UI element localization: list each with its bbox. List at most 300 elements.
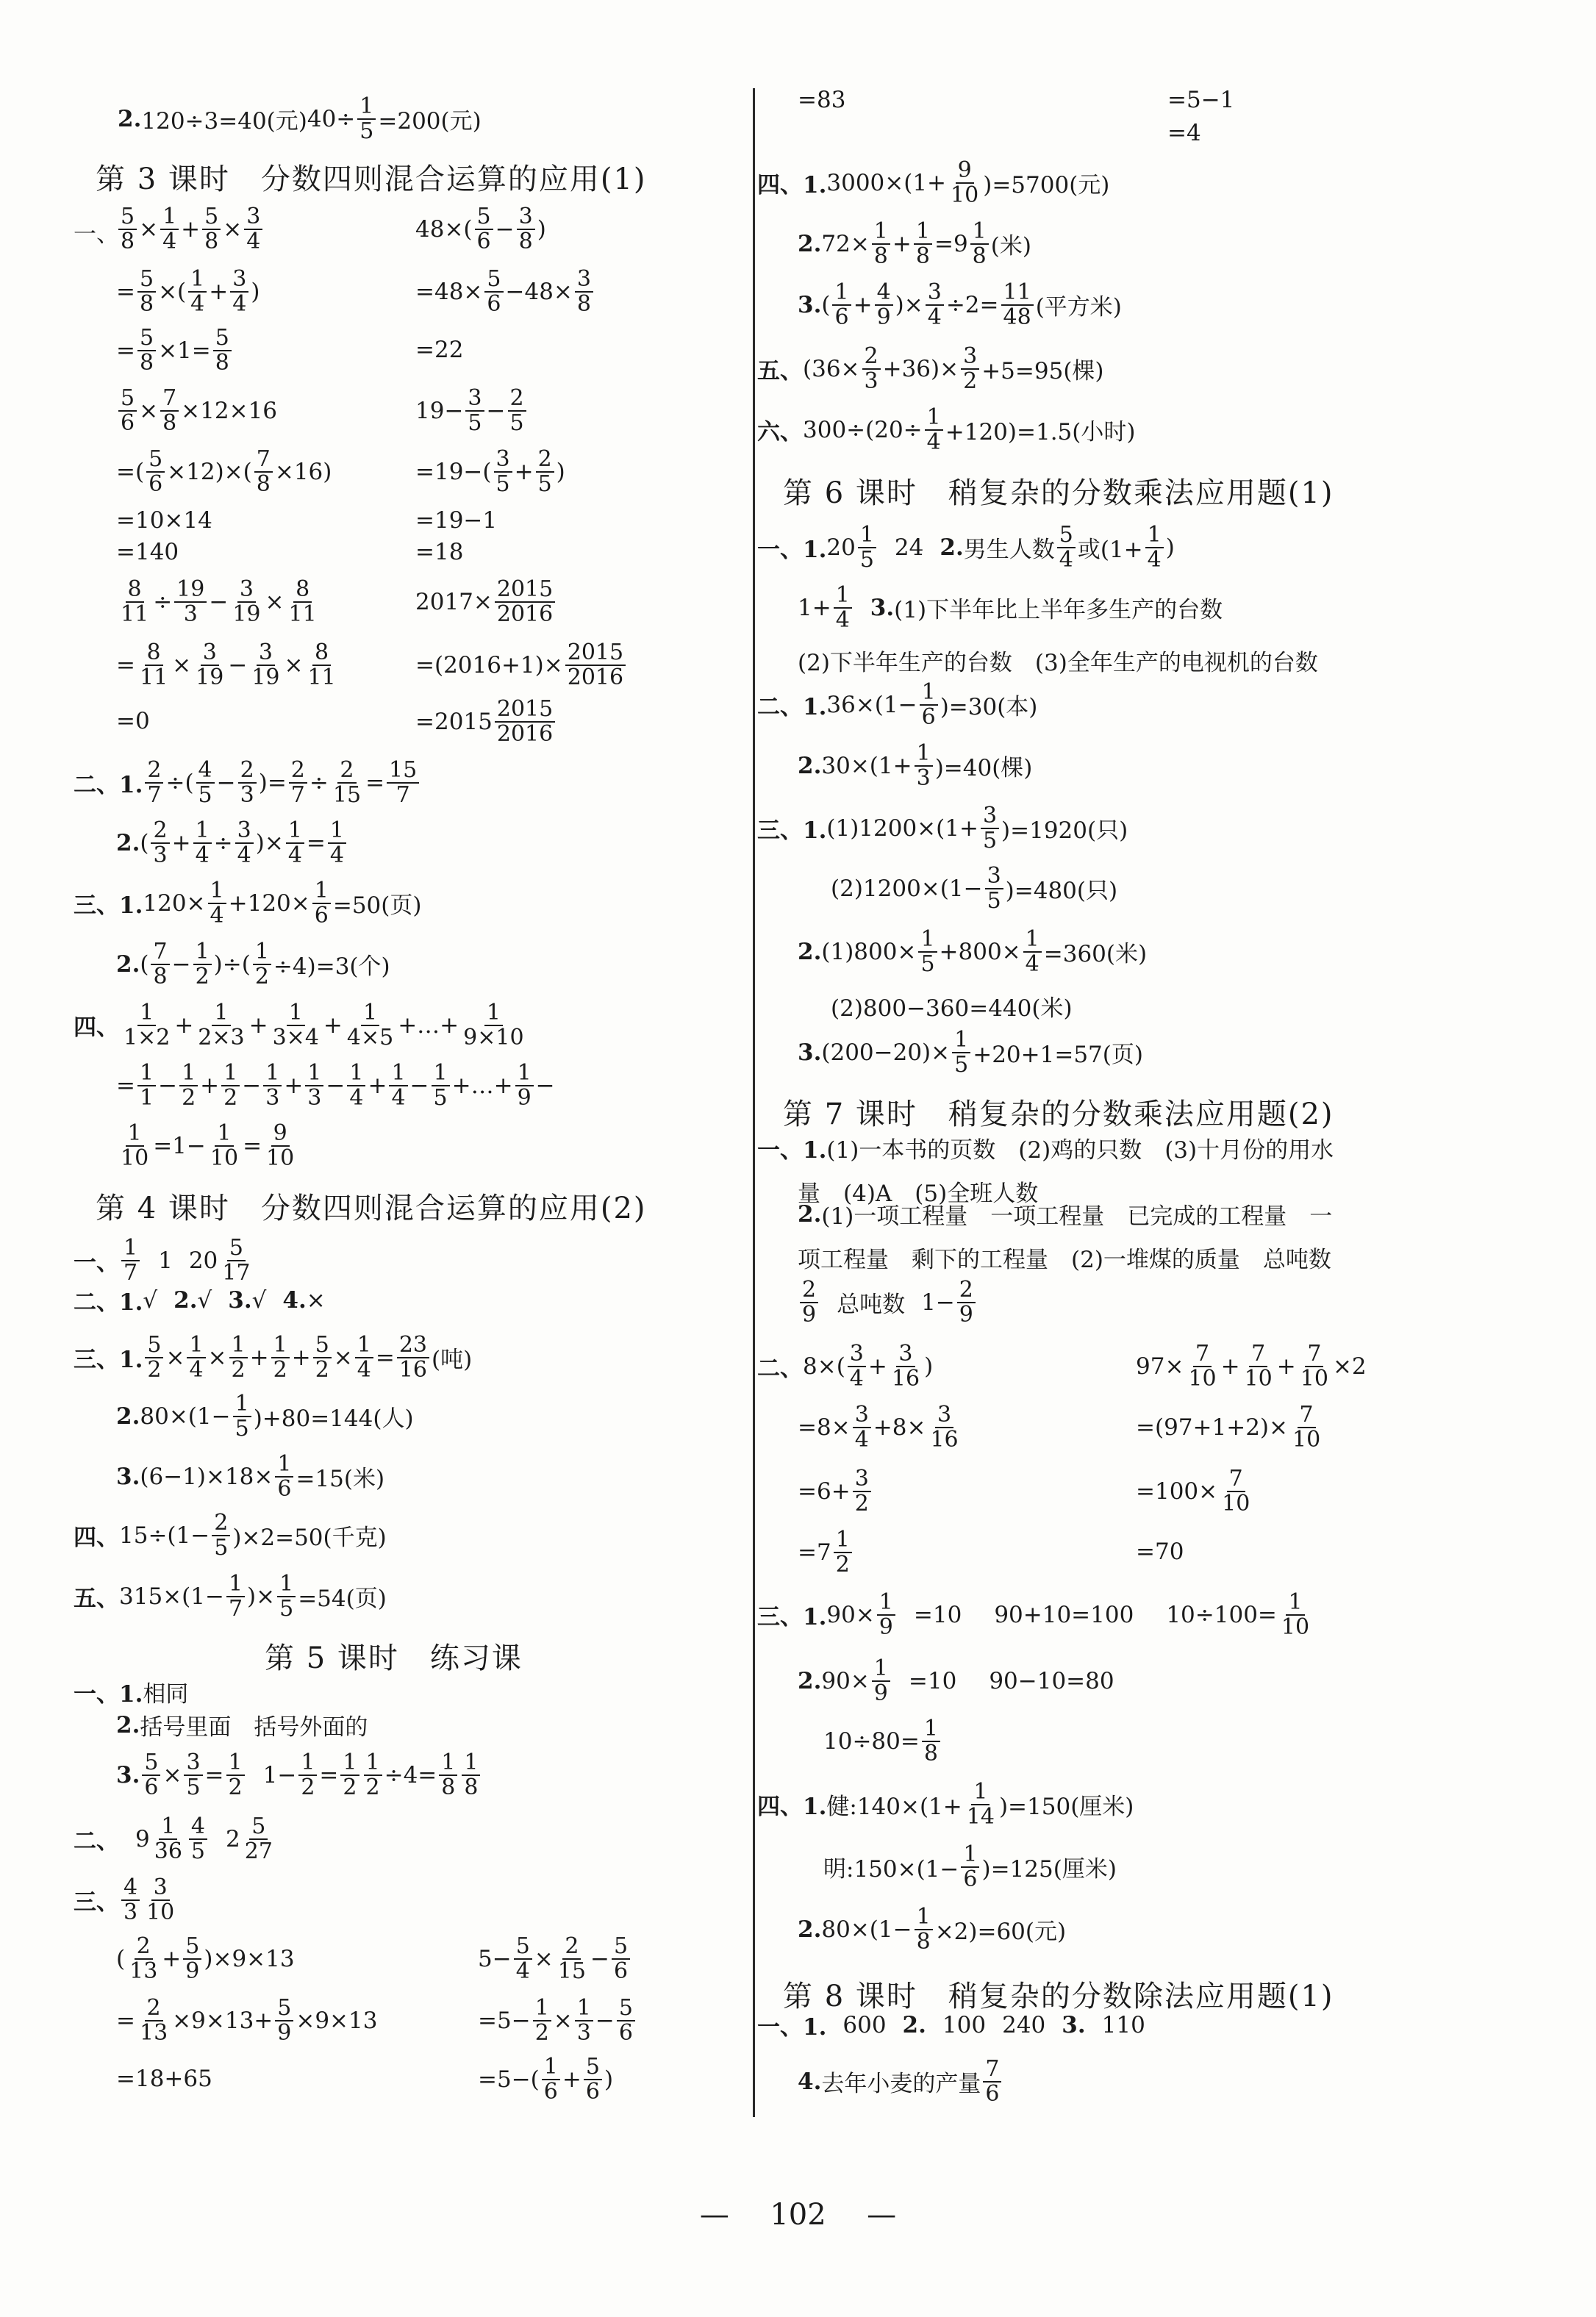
answer-item <box>116 819 348 867</box>
fraction <box>152 1815 185 1863</box>
fraction-numerator: 3 <box>896 1342 915 1367</box>
math-text: =50(页) <box>332 892 422 919</box>
item-number: 三、1. <box>757 817 827 844</box>
fraction-numerator: 7 <box>151 940 169 965</box>
answer-item <box>798 220 1031 268</box>
answer-item <box>116 1708 368 1741</box>
fraction-denominator: 4 <box>927 304 942 330</box>
answer-item <box>823 1717 942 1765</box>
math-text: 315×(1− <box>119 1583 224 1610</box>
answer-line: =83 <box>798 87 846 113</box>
fraction-numerator: 1 <box>515 1061 534 1086</box>
math-text: )×2=50(千克) <box>232 1525 387 1551</box>
fraction-denominator: 2 <box>228 1774 243 1800</box>
math-text: =10 <box>913 1601 962 1628</box>
math-text: ) <box>924 1353 934 1380</box>
fraction-denominator: 4 <box>210 902 224 928</box>
answer-item <box>116 387 277 434</box>
math-text: =( <box>116 458 145 485</box>
fraction-denominator: 1 <box>139 1084 154 1111</box>
fraction <box>853 1467 871 1515</box>
fraction <box>226 1572 245 1620</box>
fraction-numerator: 2 <box>145 1997 163 2021</box>
section-heading: 第 8 课时 稍复杂的分数除法应用题(1) <box>783 1980 1334 2013</box>
math-text: )÷( <box>213 950 251 978</box>
fraction-denominator: 10 <box>1188 1365 1217 1392</box>
math-text: 1+ <box>798 594 831 621</box>
fraction-denominator: 3×4 <box>272 1024 319 1050</box>
math-text: ) <box>556 458 565 485</box>
fraction <box>985 864 1003 912</box>
fraction <box>918 928 937 975</box>
answer-item <box>798 281 1122 329</box>
answer-item <box>757 2008 1145 2041</box>
fraction-numerator: 1 <box>179 1061 198 1086</box>
fraction-numerator: 1 <box>915 1905 933 1930</box>
fraction-numerator: 1 <box>305 1061 323 1086</box>
fraction <box>514 1935 532 1983</box>
math-text: 110 <box>1101 2011 1145 2038</box>
fraction-numerator: 1 <box>347 1061 365 1086</box>
fraction-denominator: 5 <box>468 409 482 436</box>
fraction-numerator: 1 <box>914 220 932 245</box>
fraction-numerator: 4 <box>189 1815 207 1840</box>
math-text: 100 <box>942 2011 987 2038</box>
fraction <box>208 1122 240 1170</box>
fraction-numerator: 5 <box>227 1236 246 1261</box>
fraction-denominator: 4 <box>515 1958 530 1984</box>
item-number: 2. <box>116 1711 140 1738</box>
math-text: = <box>116 2007 135 2034</box>
fraction-numerator: 3 <box>201 641 219 666</box>
answer-item <box>1136 1467 1254 1515</box>
fraction-numerator: 1 <box>462 1751 480 1776</box>
math-text: +5=95(棵) <box>981 358 1104 384</box>
fraction <box>305 1061 323 1109</box>
fraction <box>121 1236 140 1284</box>
fraction-denominator: 6 <box>121 409 135 436</box>
math-text: ×( <box>158 278 187 305</box>
math-text: ×12)×( <box>167 458 252 485</box>
fraction-numerator: 3 <box>235 819 254 844</box>
fraction <box>926 281 944 329</box>
math-text: 48×( <box>415 215 473 243</box>
math-text: × <box>162 1761 182 1788</box>
fraction-denominator: 3 <box>240 781 254 808</box>
fraction <box>286 819 304 867</box>
fraction-denominator: 8 <box>915 243 930 269</box>
fraction-numerator: 2 <box>957 1278 976 1303</box>
answer-item <box>415 641 628 689</box>
math-text: ×9×13 <box>296 2007 378 2034</box>
fraction <box>872 220 890 268</box>
math-text: + <box>291 1344 311 1371</box>
math-text: 90× <box>826 1601 875 1628</box>
fraction <box>965 1780 997 1828</box>
fraction-numerator: 1 <box>275 1453 293 1478</box>
fraction-numerator: 5 <box>475 205 493 230</box>
fraction <box>118 205 137 253</box>
fraction-numerator: 5 <box>275 1997 293 2021</box>
item-number: 三、1. <box>757 1604 827 1630</box>
math-text: ) <box>251 278 260 305</box>
math-text: × <box>223 215 243 243</box>
fraction-numerator: 1 <box>287 1001 305 1026</box>
math-text: 120÷3=40(元) <box>141 108 307 135</box>
fraction <box>858 523 876 571</box>
math-text: × <box>172 651 192 678</box>
fraction <box>915 1905 933 1953</box>
answer-item <box>74 1511 387 1559</box>
fraction-denominator: 8 <box>873 243 888 269</box>
fraction <box>357 95 376 143</box>
fraction <box>439 1751 457 1799</box>
math-text: × <box>265 588 285 615</box>
fraction-numerator: 1 <box>226 1572 245 1597</box>
math-text: = <box>116 1072 135 1099</box>
fraction <box>387 759 419 806</box>
math-text: + <box>892 230 912 257</box>
fraction-denominator: 6 <box>585 2078 600 2105</box>
fraction <box>832 281 851 329</box>
item-number: 3. <box>798 1039 822 1066</box>
math-text: 20 <box>826 534 856 561</box>
fraction <box>208 879 226 927</box>
fraction <box>298 1751 317 1799</box>
fraction-denominator: 8 <box>162 409 177 436</box>
fraction-denominator: 9 <box>185 1958 200 1984</box>
section-heading: 第 4 课时 分数四则混合运算的应用(2) <box>96 1192 647 1225</box>
fraction <box>243 1815 275 1863</box>
fraction-denominator: 8 <box>923 1740 938 1766</box>
fraction-denominator: 2 <box>343 1774 357 1800</box>
fraction <box>1186 1342 1218 1390</box>
fraction-numerator: 4 <box>196 759 215 784</box>
answer-item <box>798 1403 963 1451</box>
fraction-denominator: 3 <box>916 764 931 791</box>
math-text: × <box>306 1286 326 1314</box>
item-number: 3. <box>1062 2011 1086 2038</box>
fraction-numerator: 2 <box>289 759 307 784</box>
math-text: )× <box>255 829 284 856</box>
answer-item <box>415 698 557 745</box>
fraction <box>254 448 273 495</box>
math-text: + <box>853 291 873 318</box>
fraction <box>1242 1342 1275 1390</box>
math-text: )=480(只) <box>1005 878 1118 904</box>
fraction-denominator: 1×2 <box>124 1024 171 1050</box>
fraction-numerator: 2015 <box>495 578 555 603</box>
fraction <box>137 1061 156 1109</box>
fraction-numerator: 1 <box>208 879 226 904</box>
fraction <box>189 1815 207 1863</box>
fraction <box>271 1001 321 1049</box>
item-number: 2. <box>902 2011 926 2038</box>
answer-item <box>798 1028 1143 1076</box>
fraction <box>137 1997 170 2044</box>
fraction-numerator: 1 <box>484 1001 503 1026</box>
math-text: =1− <box>153 1132 206 1159</box>
item-number: 3. <box>116 1761 140 1788</box>
math-text: √ <box>251 1286 267 1314</box>
fraction <box>961 1843 979 1891</box>
fraction-numerator: 1 <box>253 940 271 965</box>
fraction-denominator: 4 <box>926 429 941 455</box>
answer-item <box>798 1905 1066 1953</box>
fraction-numerator: 1 <box>1145 523 1164 548</box>
fraction-numerator: 1 <box>193 819 212 844</box>
fraction <box>495 578 555 626</box>
fraction <box>875 281 893 329</box>
fraction <box>983 2058 1001 2105</box>
math-text: 80×(1− <box>821 1916 912 1943</box>
math-text: =8× <box>798 1414 851 1441</box>
math-text: + <box>514 458 534 485</box>
fraction-denominator: 48 <box>1003 304 1031 330</box>
answer-item <box>415 448 565 495</box>
fraction-numerator: 3 <box>237 578 256 603</box>
item-number: 二、 <box>757 1356 803 1382</box>
math-text: 36×(1− <box>826 691 917 718</box>
fraction-numerator: 7 <box>1305 1342 1323 1367</box>
fraction-denominator: 4 <box>1025 950 1039 977</box>
fraction <box>289 759 307 806</box>
fraction-denominator: 10 <box>1292 1426 1321 1453</box>
math-text: 10÷100= <box>1166 1601 1277 1628</box>
fraction-numerator: 1 <box>357 95 376 120</box>
fraction <box>617 1997 635 2044</box>
fraction-denominator: 3 <box>265 1084 280 1111</box>
fraction-numerator: 1 <box>361 1001 379 1026</box>
item-number: 4. <box>282 1286 307 1314</box>
math-text: ) <box>1165 534 1175 561</box>
fraction-numerator: 2015 <box>495 698 555 723</box>
item-number: 4. <box>798 2068 822 2095</box>
answer-line: 量 (4)A (5)全班人数 <box>798 1181 1039 1207</box>
math-text: +800× <box>939 938 1021 965</box>
fraction <box>536 448 554 495</box>
fraction-denominator: 7 <box>290 781 305 808</box>
fraction <box>244 205 262 253</box>
math-text: +36)× <box>882 355 959 382</box>
fraction-denominator: 4 <box>232 290 247 317</box>
fraction-denominator: 2 <box>315 1356 329 1383</box>
fraction-denominator: 2 <box>254 963 269 989</box>
fraction <box>462 1751 480 1799</box>
fraction-denominator: 9×10 <box>463 1024 524 1050</box>
math-text: + <box>562 2066 581 2093</box>
fraction-numerator: 1 <box>834 584 852 609</box>
fraction <box>925 406 943 454</box>
math-text: ( <box>140 950 149 978</box>
fraction-numerator: 1 <box>542 2055 560 2080</box>
fraction-numerator: 1 <box>872 1657 890 1682</box>
fraction-numerator: 1 <box>877 1591 895 1616</box>
answer-line: =22 <box>415 337 464 363</box>
fraction <box>890 1342 922 1390</box>
fraction-numerator: 1 <box>575 1997 593 2021</box>
fraction-denominator: 15 <box>332 781 362 808</box>
item-number: 三、1. <box>74 892 143 919</box>
fraction <box>1279 1591 1311 1639</box>
answer-line: =5−1 <box>1167 87 1235 113</box>
fraction <box>184 1751 202 1799</box>
math-text: (1)800× <box>821 938 917 965</box>
fraction <box>230 268 248 315</box>
fraction-denominator: 10 <box>1281 1614 1310 1640</box>
fraction-denominator: 5 <box>235 1415 249 1442</box>
fraction-denominator: 13 <box>139 2019 168 2046</box>
fraction-denominator: 5 <box>537 470 552 497</box>
math-text: (2)1200×(1− <box>831 875 983 902</box>
fraction-denominator: 6 <box>963 1866 978 1892</box>
fraction-numerator: 8 <box>312 641 331 666</box>
fraction <box>196 1001 246 1049</box>
fraction-denominator: 6 <box>144 1774 159 1800</box>
fraction <box>193 641 226 689</box>
answer-item <box>798 1197 1332 1231</box>
fraction <box>118 1122 151 1170</box>
fraction <box>612 1935 630 1983</box>
fraction <box>212 1511 230 1559</box>
answer-item <box>74 1675 188 1708</box>
fraction <box>127 1935 160 1983</box>
answer-item <box>116 578 321 626</box>
math-text: 总吨数 <box>837 1292 906 1318</box>
fraction <box>221 1061 240 1109</box>
fraction-denominator: 36 <box>154 1838 182 1864</box>
fraction-numerator: 11 <box>1001 281 1034 306</box>
math-text: + <box>284 1072 304 1099</box>
fraction-numerator: 1 <box>277 1572 296 1597</box>
fraction-denominator: 5 <box>495 470 510 497</box>
fraction-numerator: 1 <box>952 1028 970 1053</box>
fraction-numerator: 7 <box>160 387 179 412</box>
math-text: ×12×16 <box>181 397 278 424</box>
fraction-numerator: 2 <box>238 759 257 784</box>
answer-item <box>757 345 1104 393</box>
fraction-numerator: 3 <box>981 804 999 829</box>
fraction-numerator: 1 <box>439 1751 457 1776</box>
fraction-numerator: 1 <box>233 1392 251 1417</box>
fraction-denominator: 5 <box>433 1084 448 1111</box>
fraction-denominator: 2016 <box>496 720 554 747</box>
fraction-numerator: 3 <box>230 268 248 293</box>
fraction-denominator: 6 <box>921 703 936 730</box>
column-divider <box>753 88 755 2117</box>
item-number: 二、1. <box>74 1289 143 1316</box>
fraction <box>494 448 512 495</box>
fraction-denominator: 5 <box>987 887 1001 914</box>
fraction-denominator: 5 <box>954 1051 969 1078</box>
answer-item <box>116 1061 555 1109</box>
fraction-numerator: 1 <box>915 742 933 767</box>
math-text: +…+ <box>398 1011 459 1039</box>
fraction <box>542 2055 560 2103</box>
math-text: + <box>1276 1353 1296 1380</box>
fraction <box>484 268 503 315</box>
fraction <box>872 1657 890 1705</box>
math-text: 20 <box>188 1247 218 1274</box>
fraction-numerator: 1 <box>215 1122 233 1147</box>
math-text: ( <box>116 1945 126 1972</box>
answer-item <box>757 1342 933 1390</box>
math-text: ( <box>821 291 831 318</box>
answer-item <box>74 1001 529 1049</box>
math-text: 3000×(1+ <box>826 169 947 196</box>
fraction <box>160 387 179 434</box>
fraction-numerator: 1 <box>263 1061 282 1086</box>
math-text: ÷4= <box>384 1761 437 1788</box>
fraction-denominator: 19 <box>232 601 261 627</box>
math-text: )=150(厘米) <box>998 1794 1134 1820</box>
fraction-denominator: 2 <box>231 1356 246 1383</box>
math-text: 健:140×(1+ <box>826 1794 962 1820</box>
answer-item <box>757 523 1175 571</box>
fraction-numerator: 2 <box>862 345 881 370</box>
fraction-denominator: 2016 <box>496 601 554 627</box>
fraction-numerator: 1 <box>970 220 989 245</box>
item-number: 三、1. <box>74 1347 143 1373</box>
fraction-denominator: 5 <box>859 546 874 573</box>
fraction <box>328 819 346 867</box>
fraction-numerator: 1 <box>389 1061 407 1086</box>
fraction-numerator: 1 <box>159 1815 177 1840</box>
math-text: ×1= <box>158 337 211 364</box>
math-text: (平方米) <box>1035 294 1122 320</box>
math-text: √ <box>197 1286 212 1314</box>
fraction-denominator: 9 <box>802 1301 817 1328</box>
fraction <box>229 1333 248 1381</box>
fraction-denominator: 10 <box>1244 1365 1273 1392</box>
math-text: 10÷80= <box>823 1727 920 1755</box>
math-text: √ <box>143 1286 158 1314</box>
item-number: 2. <box>173 1286 198 1314</box>
math-text: (1)一项工程量 一项工程量 已完成的工程量 一 <box>821 1203 1333 1230</box>
fraction-denominator: 3 <box>576 2019 591 2046</box>
math-text: ) <box>604 2066 614 2093</box>
math-text: =10 <box>908 1667 957 1694</box>
item-number: 2. <box>940 534 964 561</box>
answer-line: =10×14 <box>116 507 212 534</box>
fraction-numerator: 1 <box>137 1061 156 1086</box>
math-text: + <box>209 278 229 305</box>
answer-item <box>74 879 421 927</box>
math-text: = <box>319 1761 339 1788</box>
answer-line: (2)下半年生产的台数 (3)全年生产的电视机的台数 <box>798 650 1318 676</box>
fraction-numerator: 3 <box>935 1403 953 1428</box>
fraction-denominator: 19 <box>251 664 280 690</box>
math-text: ( <box>140 829 149 856</box>
math-text: )=40(棵) <box>934 755 1033 781</box>
fraction <box>1220 1467 1252 1515</box>
fraction-denominator: 3 <box>864 368 878 394</box>
answer-item <box>116 1751 482 1799</box>
fraction-denominator: 10 <box>121 1145 149 1171</box>
math-text: × <box>333 1344 353 1371</box>
fraction-numerator: 2 <box>212 1511 230 1536</box>
item-number: 3. <box>228 1286 252 1314</box>
answer-item <box>757 804 1128 852</box>
fraction-denominator: 4 <box>391 1084 406 1111</box>
fraction-denominator: 4 <box>237 842 251 868</box>
fraction <box>145 1333 163 1381</box>
fraction <box>981 804 999 852</box>
answer-line: =0 <box>116 708 150 734</box>
math-text: 去年小麦的产量 <box>821 2071 981 2097</box>
fraction-numerator: 5 <box>137 268 156 293</box>
math-text: × <box>207 1344 227 1371</box>
